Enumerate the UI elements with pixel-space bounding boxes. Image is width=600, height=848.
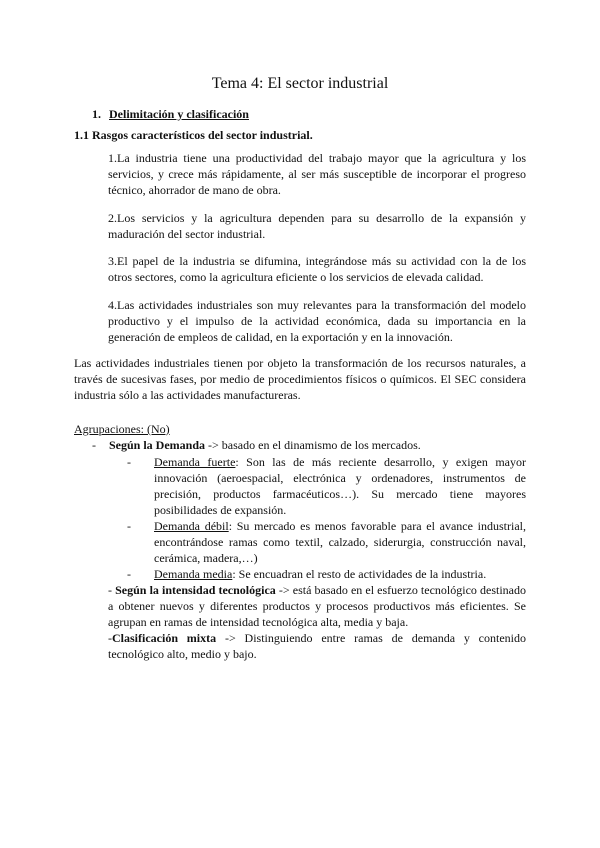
section-number: 1. bbox=[92, 107, 101, 121]
section-heading bbox=[92, 106, 249, 122]
list-item-demanda-media bbox=[127, 566, 526, 582]
intensidad-prefix: - bbox=[108, 583, 116, 597]
paragraph-2: 2.Los servicios y la agricultura dependen para su desarrollo de la expansión y maduración del sector industrial. bbox=[108, 211, 526, 241]
demanda-debil-label: Demanda débil bbox=[154, 519, 229, 533]
intro-paragraph: Las actividades industriales tienen por objeto la transformación de los recursos naturales, a través de sucesivas fases, por medio de procedimientos físicos o químicos. El SEC considera industria sólo a las actividades manufactureras. bbox=[74, 356, 526, 402]
demanda-text: -> basado en el dinamismo de los mercados. bbox=[205, 438, 421, 452]
demanda-label: Según la Demanda bbox=[109, 438, 206, 452]
demanda-media-text: : Se encuadran el resto de actividades de la industria. bbox=[232, 567, 487, 581]
list-item-demanda-debil bbox=[127, 518, 526, 566]
list-item-demanda-fuerte bbox=[127, 454, 526, 518]
demanda-fuerte-label: Demanda fuerte bbox=[154, 455, 236, 469]
page-title: Tema 4: El sector industrial bbox=[211, 75, 389, 92]
intensidad-text: -> está basado en el esfuerzo tecnológico destinado a obtener nuevos y diferentes productos y procesos productivos más eficientes. Se agrupan en ramas de intensidad tecnológica alta, media y baja. bbox=[108, 583, 527, 629]
mixta-prefix: - bbox=[108, 631, 112, 645]
mixta-text: -> Distinguiendo entre ramas de demanda y contenido tecnológico alto, medio y bajo. bbox=[108, 631, 526, 661]
bullet-dash: - bbox=[127, 519, 131, 533]
intensidad-label: Según la intensidad tecnológica bbox=[115, 583, 276, 597]
paragraph-3: 3.El papel de la industria se difumina, integrándose más su actividad con la de los otros sectores, como la agricultura eficiente o los servicios de elevada calidad. bbox=[108, 254, 526, 284]
bullet-dash: - bbox=[92, 438, 96, 452]
subsection-heading: 1.1 Rasgos característicos del sector industrial. bbox=[74, 128, 313, 142]
paragraph-1: 1.La industria tiene una productividad del trabajo mayor que la agricultura y los servicios, y crece más rápidamente, al ser más susceptible de incorporar el progreso técnico, ahorrador de mano de obra. bbox=[108, 151, 526, 197]
demanda-debil-text: : Su mercado es menos favorable para el avance industrial, encontrándose ramas como textil, calzado, siderurgia, construcción naval, cerámica, madera,…) bbox=[154, 519, 526, 565]
mixta-label: Clasificación mixta bbox=[112, 631, 217, 645]
paragraph-4: 4.Las actividades industriales son muy relevantes para la transformación del modelo productivo y el impulso de la actividad económica, dada su importancia en la generación de empleos de calidad, en la exportación y en la innovación. bbox=[108, 298, 526, 344]
demanda-media-label: Demanda media bbox=[154, 567, 233, 581]
list-item-demanda bbox=[92, 437, 526, 453]
list-item-intensidad bbox=[108, 582, 526, 630]
list-item-mixta bbox=[108, 630, 526, 662]
bullet-dash: - bbox=[127, 455, 131, 469]
demanda-fuerte-text: : Son las de más reciente desarrollo, y exigen mayor innovación (aeroespacial, electrónica y ordenadores, instrumentos de precisión, productos farmacéuticos…). Su mercado tiene mayores posibilidades de expansión. bbox=[154, 455, 526, 517]
bullet-dash: - bbox=[127, 567, 131, 581]
section-title: Delimitación y clasificación bbox=[109, 107, 249, 121]
agrupaciones-heading: Agrupaciones: (No) bbox=[74, 422, 170, 436]
